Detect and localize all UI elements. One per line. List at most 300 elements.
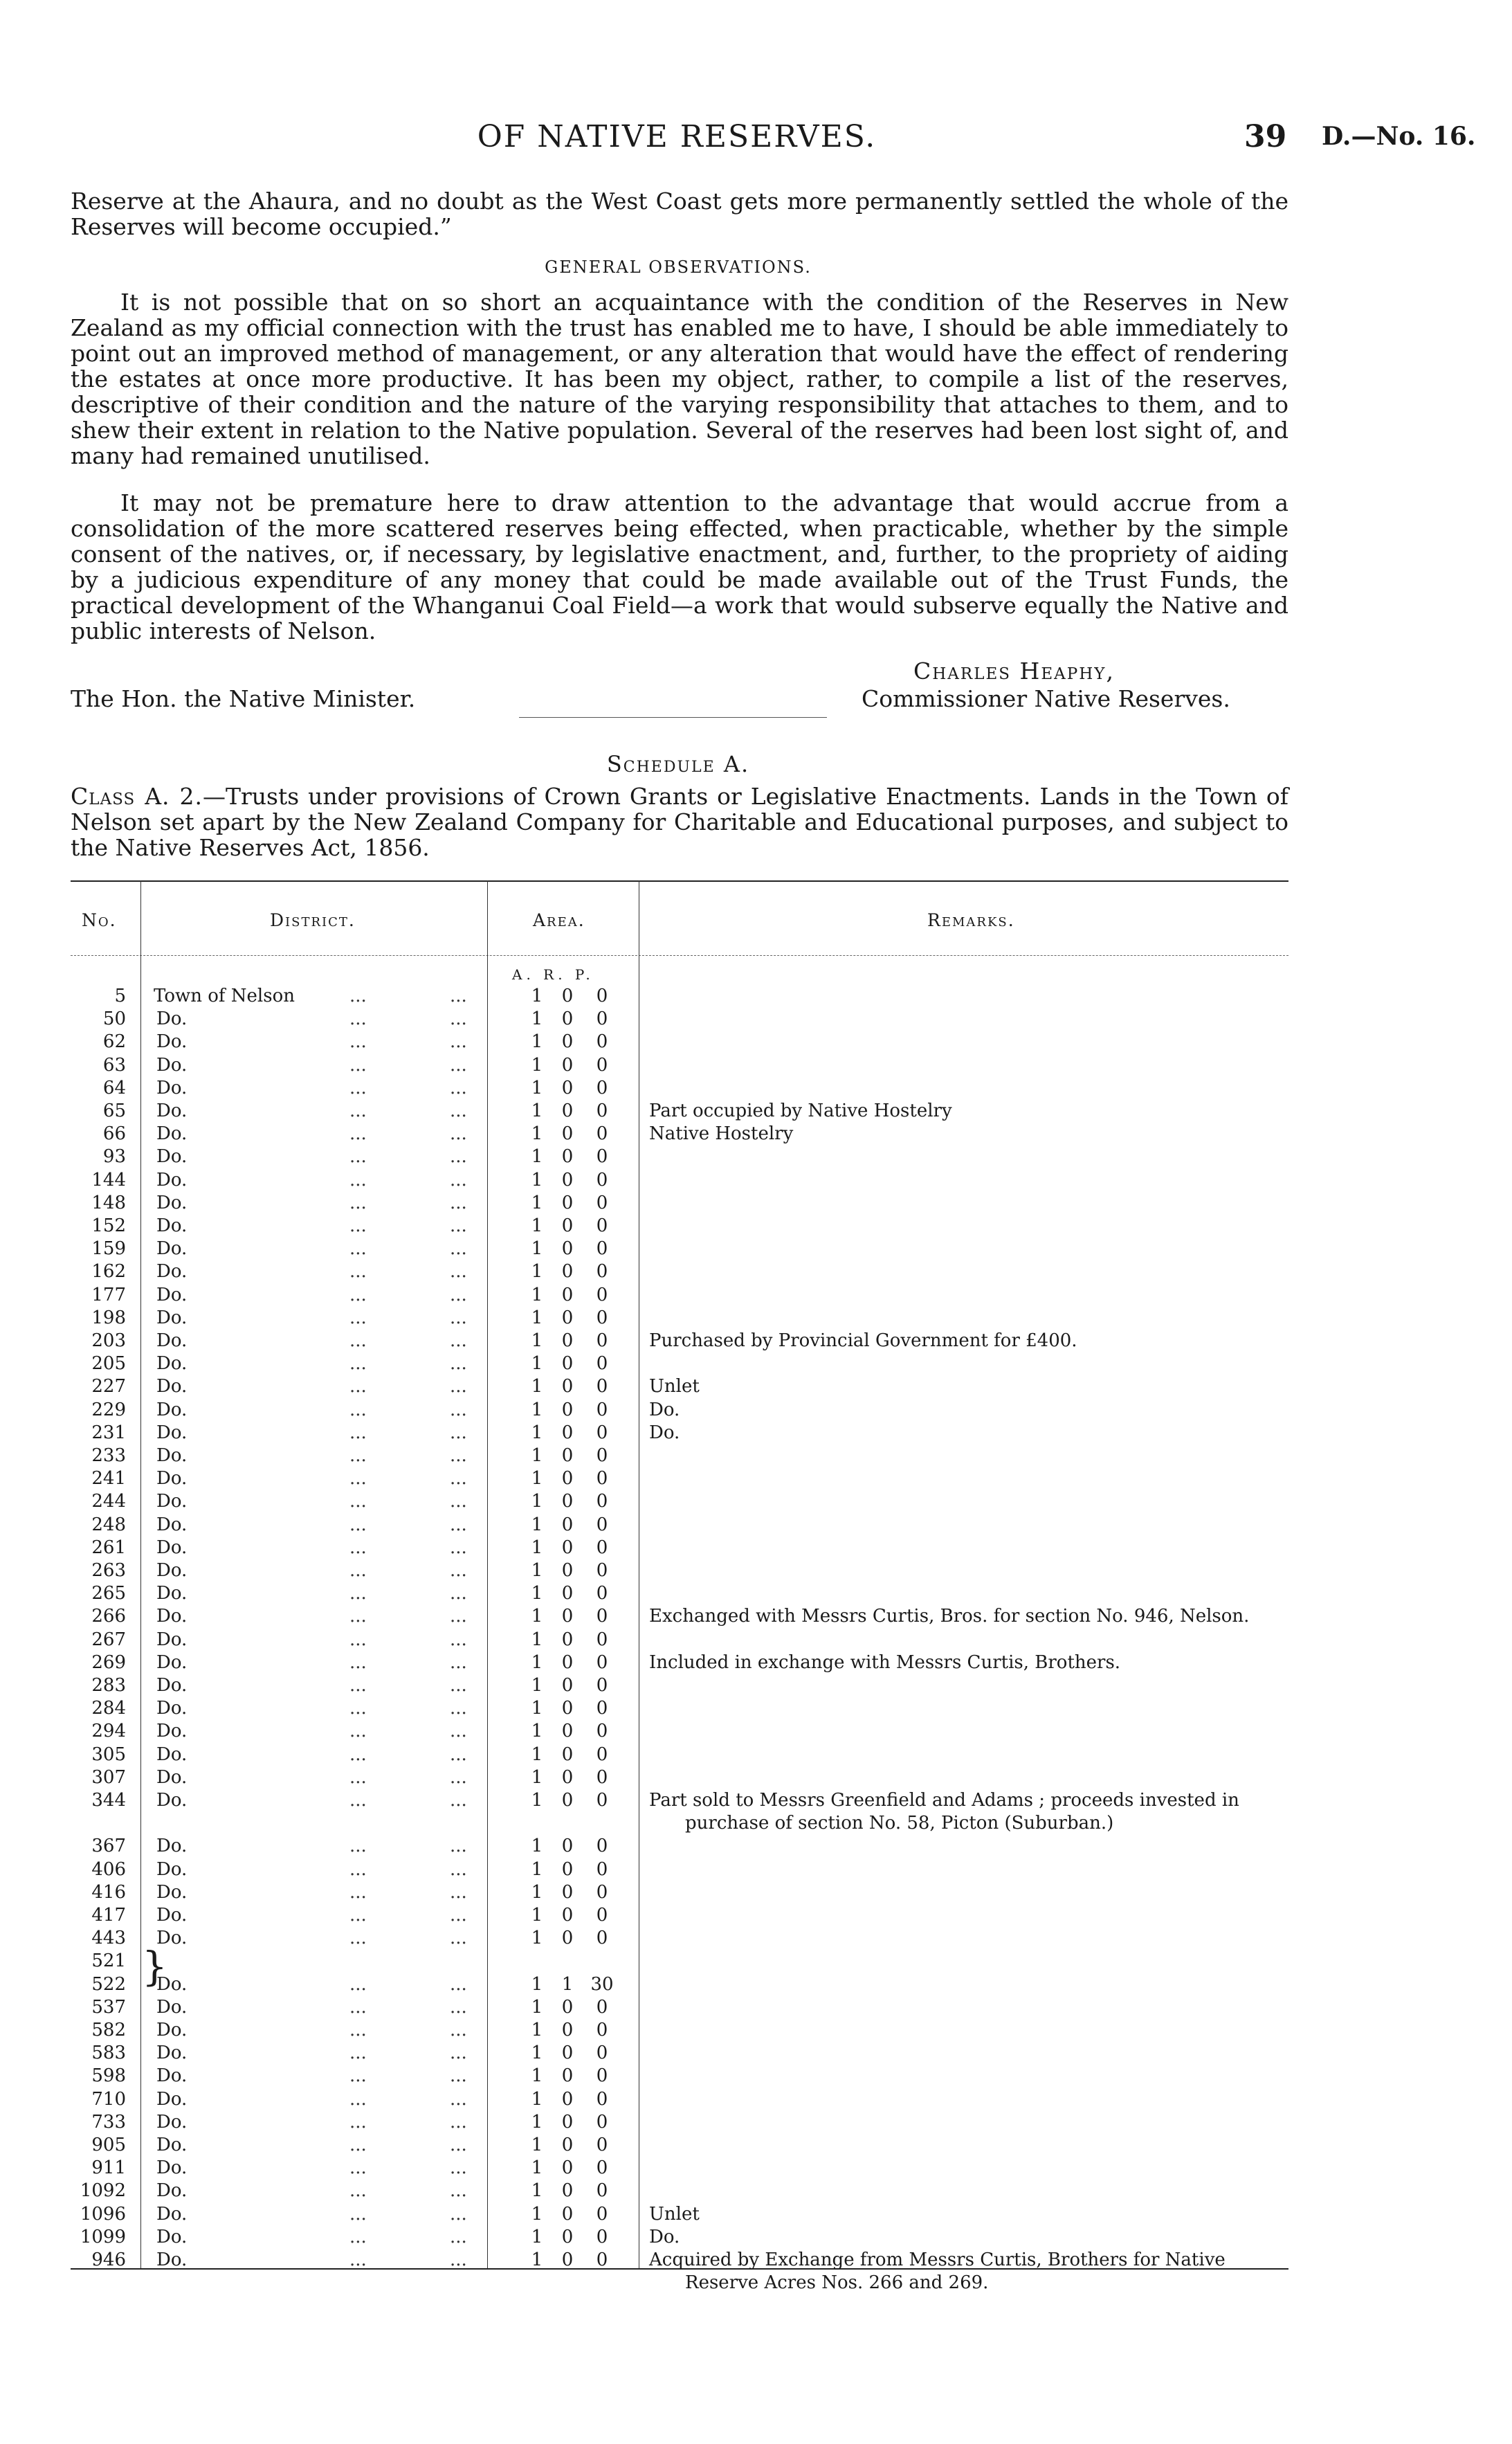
row-district: Do. <box>156 1629 188 1650</box>
row-district: Do. <box>156 1721 188 1742</box>
row-perches: 0 <box>596 1858 608 1880</box>
leader-dots: ... <box>349 1790 367 1811</box>
row-roods: 0 <box>561 2250 574 2270</box>
row-roods: 0 <box>561 1996 574 2018</box>
row-number: 266 <box>91 1606 126 1627</box>
row-perches: 0 <box>596 2157 608 2179</box>
leader-dots: ... <box>349 1376 367 1397</box>
row-number: 62 <box>102 1031 126 1053</box>
row-roods: 0 <box>561 2088 574 2110</box>
row-perches: 0 <box>596 1330 608 1351</box>
row-acres: 1 <box>531 1146 543 1168</box>
row-roods: 0 <box>561 1169 574 1191</box>
row-perches: 0 <box>596 1238 608 1260</box>
row-perches: 0 <box>596 2020 608 2040</box>
leader-dots: ... <box>349 1836 367 1857</box>
leader-dots: ... <box>349 2043 367 2064</box>
row-district: Do. <box>156 1514 188 1535</box>
row-number: 583 <box>91 2043 126 2064</box>
leader-dots: ... <box>349 1491 367 1512</box>
table-row <box>0 1192 1512 1215</box>
table-row <box>0 1307 1512 1330</box>
row-remark: Do. <box>649 1399 680 1420</box>
row-perches: 0 <box>596 1514 608 1535</box>
column-header-remarks: Remarks. <box>927 910 1015 930</box>
row-remark: Unlet <box>649 1376 700 1397</box>
row-roods: 0 <box>561 1491 574 1512</box>
row-number: 233 <box>91 1445 126 1466</box>
table-row <box>0 1904 1512 1927</box>
row-number: 248 <box>91 1514 126 1535</box>
signature-name: Charles Heaphy, <box>913 658 1115 685</box>
row-district: Do. <box>156 2226 188 2247</box>
row-perches: 0 <box>596 1560 608 1581</box>
row-number: 733 <box>91 2111 126 2133</box>
row-number: 417 <box>91 1905 126 1926</box>
row-perches: 0 <box>596 1123 608 1145</box>
row-roods: 0 <box>561 1101 574 1121</box>
row-acres: 1 <box>531 1744 543 1765</box>
row-number: 344 <box>91 1790 126 1811</box>
divider <box>519 717 827 718</box>
row-perches: 0 <box>596 1606 608 1627</box>
row-roods: 0 <box>561 1629 574 1650</box>
table-row <box>0 2203 1512 2226</box>
leader-dots: ... <box>450 1238 467 1260</box>
intro-quote: Reserve at the Ahaura, and no doubt as the West Coast gets more permanently settled the whole of the Reserves will become occupied.” <box>71 188 1288 240</box>
row-acres: 1 <box>531 2088 543 2110</box>
row-perches: 0 <box>596 1307 608 1328</box>
row-district: Do. <box>156 1146 188 1168</box>
row-acres: 1 <box>531 1858 543 1880</box>
table-row <box>0 1146 1512 1168</box>
row-number: 265 <box>91 1583 126 1604</box>
class-text: —Trusts under provisions of Crown Grants or Legislative Enactments. Lands in the Town of Nelson set apart by the New Zealand Company for Charitable and Educational purposes, and subject to the Native Reserves Act, 1856. <box>71 783 1288 861</box>
row-acres: 1 <box>531 1537 543 1558</box>
row-district: Do. <box>156 1192 188 1213</box>
row-perches: 0 <box>596 1491 608 1512</box>
row-acres: 1 <box>531 1606 543 1627</box>
row-district: Do. <box>156 2065 188 2087</box>
leader-dots: ... <box>450 1881 467 1903</box>
row-district: Do. <box>156 1468 188 1490</box>
row-roods: 0 <box>561 1307 574 1328</box>
row-acres: 1 <box>531 1790 543 1811</box>
row-roods: 0 <box>561 2043 574 2064</box>
row-district: Do. <box>156 1307 188 1328</box>
table-row <box>0 1490 1512 1513</box>
row-roods: 0 <box>561 2203 574 2225</box>
leader-dots: ... <box>450 1445 467 1466</box>
table-row <box>0 1559 1512 1582</box>
row-roods: 0 <box>561 1146 574 1168</box>
table-row <box>0 985 1512 1008</box>
row-district: Do. <box>156 1376 188 1397</box>
table-row <box>0 2088 1512 2111</box>
row-roods: 0 <box>561 2111 574 2133</box>
table-row <box>0 1582 1512 1605</box>
row-number: 582 <box>91 2020 126 2040</box>
row-acres: 1 <box>531 1330 543 1351</box>
column-header-no: No. <box>82 910 117 930</box>
row-perches: 0 <box>596 1146 608 1168</box>
leader-dots: ... <box>450 1399 467 1420</box>
row-number: 93 <box>102 1146 126 1168</box>
leader-dots: ... <box>349 2020 367 2040</box>
row-acres: 1 <box>531 2020 543 2040</box>
row-acres: 1 <box>531 1468 543 1490</box>
table-row-continuation <box>0 1812 1512 1835</box>
row-roods: 0 <box>561 1606 574 1627</box>
row-perches: 0 <box>596 1721 608 1742</box>
row-number: 946 <box>91 2250 126 2270</box>
row-roods: 0 <box>561 1008 574 1030</box>
table-row <box>0 1996 1512 2019</box>
leader-dots: ... <box>349 1123 367 1145</box>
table-row <box>0 1238 1512 1260</box>
leader-dots: ... <box>450 2226 467 2247</box>
row-roods: 0 <box>561 1445 574 1466</box>
row-roods: 0 <box>561 1123 574 1145</box>
table-row <box>0 1375 1512 1398</box>
leader-dots: ... <box>450 1123 467 1145</box>
row-district: Do. <box>156 2157 188 2179</box>
leader-dots: ... <box>349 1858 367 1880</box>
row-number: 284 <box>91 1698 126 1719</box>
leader-dots: ... <box>349 1284 367 1305</box>
row-perches: 0 <box>596 1054 608 1076</box>
row-number: 205 <box>91 1353 126 1375</box>
row-acres: 1 <box>531 1399 543 1420</box>
row-perches: 0 <box>596 2111 608 2133</box>
table-row <box>0 2111 1512 2134</box>
row-perches: 0 <box>596 1169 608 1191</box>
row-roods: 0 <box>561 2157 574 2179</box>
row-acres: 1 <box>531 1698 543 1719</box>
row-roods: 0 <box>561 1858 574 1880</box>
leader-dots: ... <box>450 2157 467 2179</box>
leader-dots: ... <box>349 2180 367 2202</box>
row-roods: 0 <box>561 2135 574 2155</box>
row-district: Do. <box>156 1077 188 1098</box>
leader-dots: ... <box>450 1054 467 1076</box>
page-number: 39 <box>1244 119 1287 154</box>
leader-dots: ... <box>349 1560 367 1581</box>
row-acres: 1 <box>531 2226 543 2247</box>
row-district: Do. <box>156 2088 188 2110</box>
row-roods: 0 <box>561 1468 574 1490</box>
row-number: 406 <box>91 1858 126 1880</box>
row-district: Do. <box>156 1399 188 1420</box>
row-roods: 0 <box>561 1675 574 1696</box>
table-row <box>0 1031 1512 1053</box>
row-district: Do. <box>156 1881 188 1903</box>
row-number: 66 <box>102 1123 126 1145</box>
leader-dots: ... <box>450 1721 467 1742</box>
row-number: 598 <box>91 2065 126 2087</box>
leader-dots: ... <box>450 1284 467 1305</box>
row-district: Do. <box>156 1537 188 1558</box>
leader-dots: ... <box>450 1606 467 1627</box>
row-roods: 0 <box>561 2020 574 2040</box>
row-remark: Part sold to Messrs Greenfield and Adams ; proceeds invested in <box>649 1790 1239 1811</box>
page-title: OF NATIVE RESERVES. <box>477 119 877 154</box>
leader-dots: ... <box>349 1606 367 1627</box>
row-district: Do. <box>156 1054 188 1076</box>
column-header-area: Area. <box>533 910 585 930</box>
row-roods: 0 <box>561 1928 574 1949</box>
row-acres: 1 <box>531 2180 543 2202</box>
row-perches: 0 <box>596 2088 608 2110</box>
row-district: Do. <box>156 1766 188 1788</box>
leader-dots: ... <box>450 1651 467 1673</box>
row-district: Do. <box>156 1215 188 1236</box>
row-district: Do. <box>156 1973 188 1995</box>
row-acres: 1 <box>531 1583 543 1604</box>
row-number: 1092 <box>80 2180 126 2202</box>
leader-dots: ... <box>450 1973 467 1995</box>
leader-dots: ... <box>450 2135 467 2155</box>
leader-dots: ... <box>349 1766 367 1788</box>
row-number: 231 <box>91 1422 126 1443</box>
row-number: 5 <box>114 986 126 1006</box>
row-acres: 1 <box>531 1651 543 1673</box>
schedule-heading: Schedule A. <box>606 751 750 777</box>
row-district: Do. <box>156 1651 188 1673</box>
row-acres: 1 <box>531 1353 543 1375</box>
leader-dots: ... <box>349 1928 367 1949</box>
leader-dots: ... <box>349 2088 367 2110</box>
row-number: 911 <box>91 2157 126 2179</box>
leader-dots: ... <box>349 1651 367 1673</box>
row-number: 144 <box>91 1169 126 1191</box>
row-district: Do. <box>156 1560 188 1581</box>
row-number: 152 <box>91 1215 126 1236</box>
paragraph-2: It may not be premature here to draw attention to the advantage that would accrue from a consolidation of the more scattered reserves being effected, when practicable, whether by the simple consent of the natives, or, if necessary, by legislative enactment, and, further, to the propriety of aiding by a judicious expenditure of any money that could be made available out of the Trust Funds, the practical development of the Whanganui Coal Field—a work that would subserve equally the Native and public interests of Nelson. <box>71 489 1288 644</box>
leader-dots: ... <box>349 1261 367 1283</box>
row-roods: 0 <box>561 1905 574 1926</box>
row-perches: 0 <box>596 1698 608 1719</box>
table-row <box>0 1858 1512 1881</box>
leader-dots: ... <box>349 1146 367 1168</box>
table-row <box>0 1008 1512 1031</box>
row-perches: 0 <box>596 1445 608 1466</box>
leader-dots: ... <box>349 2065 367 2087</box>
row-perches: 0 <box>596 2250 608 2270</box>
row-roods: 0 <box>561 2065 574 2087</box>
row-acres: 1 <box>531 1101 543 1121</box>
leader-dots: ... <box>450 1537 467 1558</box>
row-acres: 1 <box>531 1261 543 1283</box>
row-perches: 0 <box>596 2043 608 2064</box>
row-number: 1096 <box>80 2203 126 2225</box>
leader-dots: ... <box>450 1077 467 1098</box>
leader-dots: ... <box>349 1077 367 1098</box>
row-roods: 0 <box>561 1836 574 1857</box>
row-district: Do. <box>156 1858 188 1880</box>
row-acres: 1 <box>531 1123 543 1145</box>
row-district: Do. <box>156 1790 188 1811</box>
table-row <box>0 1629 1512 1651</box>
row-acres: 1 <box>531 1054 543 1076</box>
row-remark: purchase of section No. 58, Picton (Suburban.) <box>685 1813 1114 1834</box>
leader-dots: ... <box>450 2065 467 2087</box>
row-acres: 1 <box>531 1031 543 1053</box>
table-row <box>0 1537 1512 1559</box>
row-roods: 0 <box>561 1514 574 1535</box>
row-district: Do. <box>156 1330 188 1351</box>
leader-dots: ... <box>450 1905 467 1926</box>
table-row <box>0 1422 1512 1445</box>
row-acres: 1 <box>531 1008 543 1030</box>
row-roods: 0 <box>561 1698 574 1719</box>
row-roods: 0 <box>561 1284 574 1305</box>
row-district: Do. <box>156 1905 188 1926</box>
leader-dots: ... <box>349 1537 367 1558</box>
row-acres: 1 <box>531 1422 543 1443</box>
row-roods: 0 <box>561 1077 574 1098</box>
row-perches: 0 <box>596 2135 608 2155</box>
leader-dots: ... <box>450 1514 467 1535</box>
row-acres: 1 <box>531 1284 543 1305</box>
brace-mark: } <box>142 1943 167 1991</box>
row-district: Do. <box>156 1238 188 1260</box>
leader-dots: ... <box>450 1766 467 1788</box>
row-perches: 0 <box>596 1468 608 1490</box>
row-acres: 1 <box>531 1675 543 1696</box>
row-number: 148 <box>91 1192 126 1213</box>
row-district: Do. <box>156 2203 188 2225</box>
row-roods: 0 <box>561 1330 574 1351</box>
row-district: Do. <box>156 1928 188 1949</box>
leader-dots: ... <box>450 1583 467 1604</box>
row-acres: 1 <box>531 1766 543 1788</box>
leader-dots: ... <box>349 1238 367 1260</box>
row-district: Do. <box>156 1169 188 1191</box>
row-number: 261 <box>91 1537 126 1558</box>
leader-dots: ... <box>349 1629 367 1650</box>
leader-dots: ... <box>349 1169 367 1191</box>
row-district: Do. <box>156 1261 188 1283</box>
row-perches: 0 <box>596 1537 608 1558</box>
leader-dots: ... <box>349 1744 367 1765</box>
leader-dots: ... <box>349 1583 367 1604</box>
table-row <box>0 2157 1512 2180</box>
row-perches: 0 <box>596 1215 608 1236</box>
leader-dots: ... <box>450 1169 467 1191</box>
row-district: Do. <box>156 1353 188 1375</box>
row-district: Do. <box>156 1031 188 1053</box>
row-number: 1099 <box>80 2226 126 2247</box>
row-acres: 1 <box>531 1560 543 1581</box>
leader-dots: ... <box>349 1101 367 1121</box>
leader-dots: ... <box>349 2135 367 2155</box>
leader-dots: ... <box>349 1698 367 1719</box>
table-row <box>0 1467 1512 1490</box>
row-district: Do. <box>156 1284 188 1305</box>
row-district: Do. <box>156 1583 188 1604</box>
row-roods: 0 <box>561 1238 574 1260</box>
row-roods: 1 <box>561 1973 574 1995</box>
table-header-rule <box>71 955 1288 956</box>
leader-dots: ... <box>349 1031 367 1053</box>
row-perches: 0 <box>596 1284 608 1305</box>
signature-title: Commissioner Native Reserves. <box>862 685 1230 712</box>
row-number: 159 <box>91 1238 126 1260</box>
row-acres: 1 <box>531 2065 543 2087</box>
row-roods: 0 <box>561 1537 574 1558</box>
leader-dots: ... <box>349 1353 367 1375</box>
row-number: 522 <box>91 1973 126 1995</box>
addressee: The Hon. the Native Minister. <box>71 685 416 712</box>
row-roods: 0 <box>561 1721 574 1742</box>
row-district: Do. <box>156 1123 188 1145</box>
row-perches: 0 <box>596 1031 608 1053</box>
row-number: 367 <box>91 1836 126 1857</box>
row-district: Do. <box>156 1675 188 1696</box>
paragraph-1: It is not possible that on so short an acquaintance with the condition of the Reserves in New Zealand as my official connection with the trust has enabled me to have, I should be able immediately to point out an improved method of management, or any alteration that would have the effect of rendering the estates at once more productive. It has been my object, rather, to compile a list of the reserves, descriptive of their condition and the nature of the varying responsibility that attaches to them, and to shew their extent in relation to the Native population. Several of the reserves had been lost sight of, and many had remained unutilised. <box>71 289 1288 469</box>
row-perches: 0 <box>596 1881 608 1903</box>
row-district: Do. <box>156 2111 188 2133</box>
row-number: 294 <box>91 1721 126 1742</box>
leader-dots: ... <box>349 2111 367 2133</box>
class-label: Class A. 2. <box>71 783 203 810</box>
leader-dots: ... <box>450 1330 467 1351</box>
row-perches: 0 <box>596 1629 608 1650</box>
row-perches: 0 <box>596 986 608 1006</box>
row-number: 64 <box>102 1077 126 1098</box>
leader-dots: ... <box>349 1468 367 1490</box>
row-roods: 0 <box>561 1353 574 1375</box>
leader-dots: ... <box>349 1215 367 1236</box>
leader-dots: ... <box>349 1675 367 1696</box>
row-number: 521 <box>91 1950 126 1972</box>
row-perches: 0 <box>596 1077 608 1098</box>
row-perches: 0 <box>596 1261 608 1283</box>
row-district: Do. <box>156 2020 188 2040</box>
row-remark: Do. <box>649 2226 680 2247</box>
table-row <box>0 1789 1512 1812</box>
row-acres: 1 <box>531 1376 543 1397</box>
row-remark: Acquired by Exchange from Messrs Curtis, Brothers for Native <box>649 2250 1226 2270</box>
row-number: 241 <box>91 1468 126 1490</box>
table-row <box>0 2042 1512 2065</box>
row-perches: 0 <box>596 1836 608 1857</box>
row-number: 244 <box>91 1491 126 1512</box>
row-roods: 0 <box>561 1261 574 1283</box>
leader-dots: ... <box>450 1215 467 1236</box>
leader-dots: ... <box>450 1307 467 1328</box>
row-number: 63 <box>102 1054 126 1076</box>
row-acres: 1 <box>531 1445 543 1466</box>
leader-dots: ... <box>349 1514 367 1535</box>
row-acres: 1 <box>531 1077 543 1098</box>
row-number: 269 <box>91 1651 126 1673</box>
row-acres: 1 <box>531 2250 543 2270</box>
row-district: Do. <box>156 1606 188 1627</box>
leader-dots: ... <box>450 1698 467 1719</box>
leader-dots: ... <box>349 1307 367 1328</box>
table-row <box>0 1766 1512 1789</box>
leader-dots: ... <box>450 1031 467 1053</box>
row-acres: 1 <box>531 2135 543 2155</box>
row-roods: 0 <box>561 1399 574 1420</box>
table-row <box>0 1697 1512 1720</box>
table-row <box>0 1720 1512 1743</box>
row-district: Do. <box>156 1836 188 1857</box>
leader-dots: ... <box>450 1468 467 1490</box>
row-district: Do. <box>156 1008 188 1030</box>
